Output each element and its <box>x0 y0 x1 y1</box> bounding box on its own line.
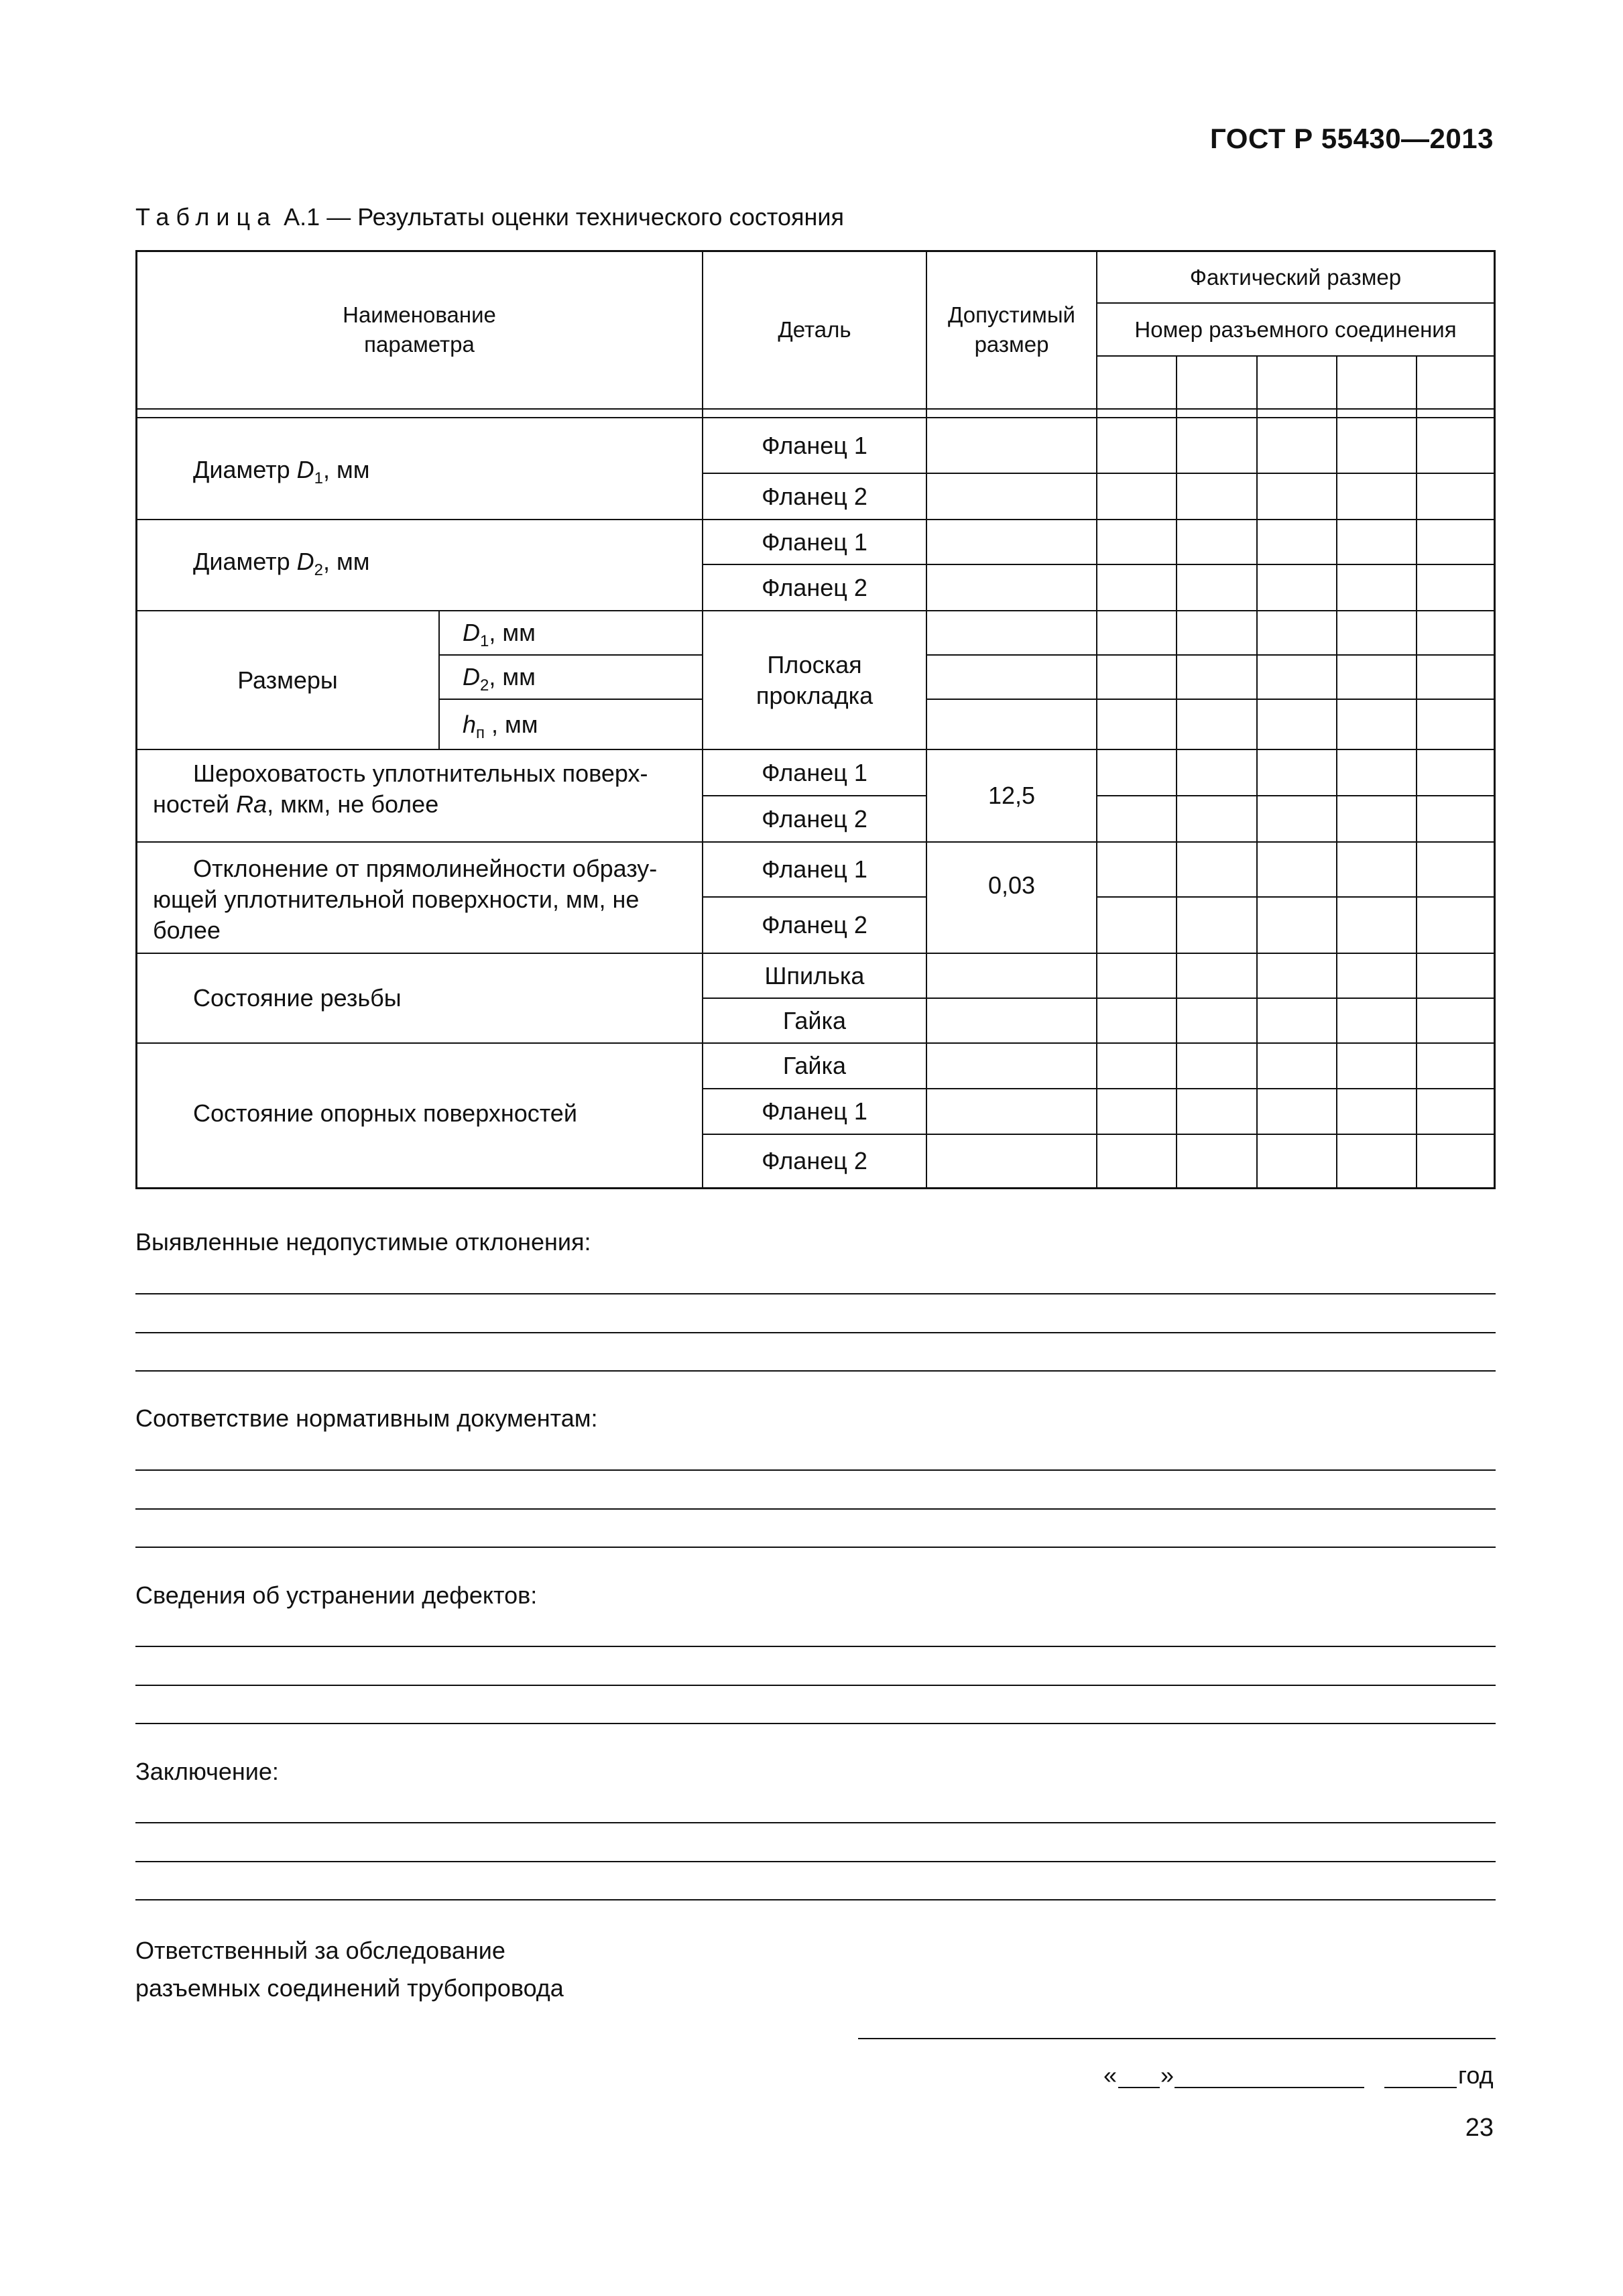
col-line-joint-4 <box>1336 355 1337 1189</box>
gasket-line2: прокладка <box>756 681 874 709</box>
date-close-quote: » <box>1160 2061 1175 2089</box>
fill-line[interactable] <box>135 1685 1496 1686</box>
param-thread: Состояние резьбы <box>193 984 402 1012</box>
label-compliance: Соответствие нормативным документам: <box>135 1404 598 1432</box>
page-number: 23 <box>1465 2114 1494 2142</box>
col-line-joint-2 <box>1176 355 1177 1189</box>
part-roughness-flange2: Фланец 2 <box>762 804 867 833</box>
part-d2-flange2: Фланец 2 <box>762 573 867 601</box>
roughness-line2 <box>153 789 686 820</box>
label-conclusion: Заключение: <box>135 1758 279 1785</box>
year-label: год <box>1458 2061 1494 2089</box>
col-line-actual <box>1096 250 1097 1189</box>
sizes-h-subscript: п <box>476 723 485 742</box>
label-deviations: Выявленные недопустимые отклонения: <box>135 1228 591 1256</box>
date-open-quote: « <box>1103 2061 1118 2089</box>
param-d1-unit: , мм <box>322 456 370 483</box>
label-responsible-line2: разъемных соединений трубопровода <box>135 1974 564 2002</box>
fill-line[interactable] <box>135 1508 1496 1510</box>
signature-line[interactable] <box>858 2038 1496 2039</box>
param-d1 <box>193 455 369 485</box>
sizes-d2-symbol: D <box>463 663 480 690</box>
roughness-symbol: Ra <box>236 790 267 818</box>
fill-line[interactable] <box>135 1332 1496 1333</box>
straightness-line3: более <box>153 916 221 944</box>
fill-line[interactable] <box>135 1646 1496 1647</box>
sizes-d1-unit: , мм <box>489 619 536 646</box>
param-d2-unit: , мм <box>322 548 370 575</box>
fill-line[interactable] <box>135 1723 1496 1724</box>
allowed-roughness: 12,5 <box>987 782 1036 809</box>
sizes-d2-unit: , мм <box>489 663 536 690</box>
part-sizes-gasket <box>703 611 926 749</box>
standard-number: ГОСТ Р 55430—2013 <box>1210 123 1494 154</box>
table-border-right <box>1494 250 1496 1189</box>
fill-line[interactable] <box>135 1899 1496 1900</box>
header-parameter <box>137 251 702 408</box>
caption-title: — Результаты оценки технического состояния <box>326 203 844 231</box>
sizes-h-unit: , мм <box>485 710 538 738</box>
date-month-line[interactable] <box>1175 2087 1364 2088</box>
col-line-joint-5 <box>1416 355 1417 1189</box>
param-straightness <box>153 853 686 946</box>
param-d1-subscript: 1 <box>314 469 323 487</box>
date-day-line[interactable] <box>1118 2087 1160 2088</box>
param-support: Состояние опорных поверхностей <box>193 1099 577 1127</box>
header-allowed <box>927 251 1096 408</box>
part-straightness-flange1: Фланец 1 <box>762 855 867 883</box>
caption-number: А.1 <box>284 203 320 231</box>
straightness-line1: Отклонение от прямолинейности образу- <box>193 855 658 882</box>
part-d2-flange1: Фланец 1 <box>762 528 867 556</box>
row-line-sizes-2r <box>926 699 1496 700</box>
header-line-joint <box>1096 355 1496 357</box>
part-support-flange1: Фланец 1 <box>762 1097 867 1125</box>
fill-line[interactable] <box>135 1293 1496 1294</box>
sizes-d1-subscript: 1 <box>480 632 489 650</box>
param-d2-subscript: 2 <box>314 561 323 579</box>
row-line-sizes-1r <box>926 654 1496 656</box>
part-thread-stud: Шпилька <box>764 961 865 989</box>
roughness-text-c: , мкм, не более <box>267 790 439 818</box>
label-defects: Сведения об устранении дефектов: <box>135 1581 538 1609</box>
param-d1-symbol: D <box>296 456 314 483</box>
col-line-joint-3 <box>1256 355 1258 1189</box>
header-separator-1 <box>135 408 1496 410</box>
roughness-line1: Шероховатость уплотнительных поверх- <box>193 760 648 787</box>
param-sizes-d1 <box>463 611 702 654</box>
fill-line[interactable] <box>135 1547 1496 1548</box>
header-part: Деталь <box>778 317 851 342</box>
col-line-sizes-sub <box>438 610 440 750</box>
sizes-d2-subscript: 2 <box>480 676 489 694</box>
table-caption <box>135 203 844 231</box>
header-joint-number: Номер разъемного соединения <box>1134 316 1457 342</box>
fill-line[interactable] <box>135 1861 1496 1862</box>
straightness-line2: ющей уплотнительной поверхности, мм, не <box>153 886 640 913</box>
allowed-straightness: 0,03 <box>987 871 1036 899</box>
label-responsible-line1: Ответственный за обследование <box>135 1937 505 1964</box>
roughness-text-b: ностей <box>153 790 237 818</box>
fill-line[interactable] <box>135 1370 1496 1372</box>
sizes-h-symbol: h <box>463 710 477 738</box>
header-allowed-line1: Допустимый <box>948 302 1075 327</box>
row-line-straight-inner-b <box>1096 896 1496 898</box>
date-year-line[interactable] <box>1384 2087 1457 2088</box>
header-parameter-line2: параметра <box>364 332 475 357</box>
param-sizes-d2 <box>463 656 702 699</box>
fill-line[interactable] <box>135 1822 1496 1823</box>
part-thread-nut: Гайка <box>782 1006 847 1034</box>
param-sizes: Размеры <box>237 666 338 694</box>
part-d1-flange2: Фланец 2 <box>762 482 867 510</box>
part-roughness-flange1: Фланец 1 <box>762 758 867 786</box>
part-support-flange2: Фланец 2 <box>762 1147 867 1174</box>
part-straightness-flange2: Фланец 2 <box>762 911 867 939</box>
fill-line[interactable] <box>135 1469 1496 1471</box>
caption-prefix: Таблица <box>135 203 278 231</box>
table-border-bottom <box>135 1187 1496 1189</box>
header-actual: Фактический размер <box>1189 264 1402 290</box>
header-parameter-line1: Наименование <box>343 302 496 327</box>
header-allowed-line2: размер <box>974 332 1049 357</box>
sizes-d1-symbol: D <box>463 619 480 646</box>
param-sizes-h <box>463 700 702 749</box>
param-d2-name: Диаметр <box>193 548 297 575</box>
gasket-line1: Плоская <box>767 650 862 678</box>
part-d1-flange1: Фланец 1 <box>762 431 867 459</box>
param-d2 <box>193 546 369 577</box>
param-d1-name: Диаметр <box>193 456 297 483</box>
part-support-nut: Гайка <box>782 1052 847 1079</box>
param-roughness <box>153 758 686 820</box>
param-d2-symbol: D <box>296 548 314 575</box>
row-line-rough-inner-b <box>1096 795 1496 796</box>
